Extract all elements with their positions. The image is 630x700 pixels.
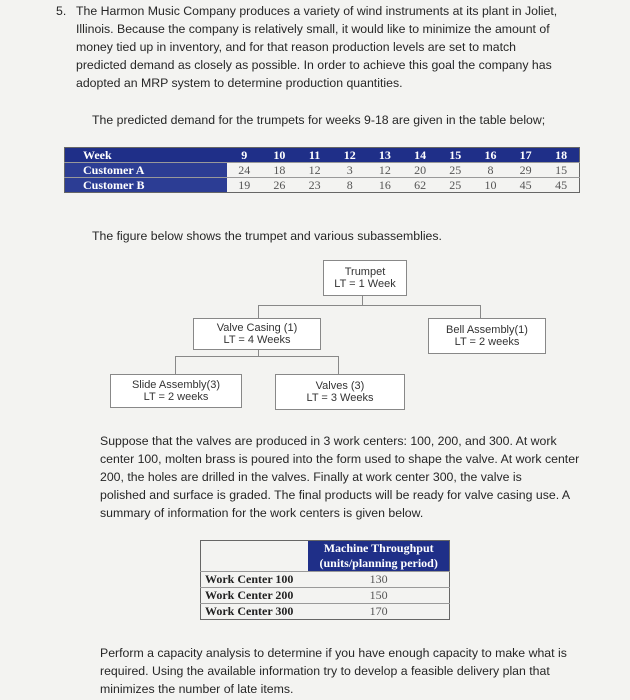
- wc-value: 170: [308, 604, 449, 620]
- figure-intro: The figure below shows the trumpet and various subassemblies.: [92, 229, 442, 243]
- trumpet-name: Trumpet: [344, 266, 386, 278]
- work-center-table: [200, 540, 450, 620]
- week-cell: 9: [227, 148, 262, 163]
- task-line: minimizes the number of late items.: [100, 682, 294, 696]
- wc-header-line1: Machine Throughput: [323, 541, 434, 555]
- demand-cell: 45: [508, 178, 543, 193]
- demand-cell: 26: [262, 178, 297, 193]
- bom-connector: [175, 356, 339, 357]
- wc-value: 150: [308, 588, 449, 604]
- demand-cell: 29: [508, 163, 543, 178]
- week-cell: 13: [367, 148, 402, 163]
- demand-table: [64, 147, 580, 193]
- slide-assembly-name: Slide Assembly(3): [131, 379, 221, 391]
- valves-line: Suppose that the valves are produced in 3 work centers: 100, 200, and 300. At work: [100, 434, 557, 448]
- week-cell: 14: [403, 148, 438, 163]
- trumpet-box: [323, 260, 407, 296]
- demand-cell: 12: [367, 163, 402, 178]
- demand-cell: 24: [227, 163, 262, 178]
- valves-line: polished and surface is graded. The final products will be ready for valve casing use. A: [100, 488, 571, 502]
- wc-name: Work Center 100: [201, 572, 309, 588]
- slide-assembly-lt: LT = 2 weeks: [143, 391, 209, 403]
- demand-header-row: [65, 148, 580, 163]
- demand-cell: 15: [543, 163, 579, 178]
- demand-cell: 23: [297, 178, 332, 193]
- wc-row: [201, 572, 450, 588]
- customer-label: Customer B: [65, 178, 227, 193]
- intro-line: money tied up in inventory, and for that reason production levels are set to match: [76, 40, 516, 54]
- task-line: required. Using the available information try to develop a feasible delivery plan that: [100, 664, 550, 678]
- wc-row: [201, 604, 450, 620]
- valves-lt: LT = 3 Weeks: [306, 392, 374, 404]
- week-cell: 10: [262, 148, 297, 163]
- intro-paragraph: [76, 2, 557, 92]
- valves-line: 200, the holes are drilled in the valves. Finally at work center 300, the valve is: [100, 470, 522, 484]
- week-cell: 18: [543, 148, 579, 163]
- week-cell: 17: [508, 148, 543, 163]
- wc-name: Work Center 200: [201, 588, 309, 604]
- intro-line: predicted demand as closely as possible. In order to achieve this goal the company has: [76, 58, 552, 72]
- bom-connector: [258, 305, 481, 306]
- bell-assembly-name: Bell Assembly(1): [446, 324, 528, 336]
- week-cell: 11: [297, 148, 332, 163]
- demand-cell: 18: [262, 163, 297, 178]
- demand-cell: 25: [438, 163, 473, 178]
- bom-connector: [258, 305, 259, 319]
- valve-casing-box: [193, 318, 321, 350]
- wc-row: [201, 588, 450, 604]
- task-paragraph: [100, 644, 567, 698]
- valves-paragraph: [100, 432, 579, 522]
- valves-box: [275, 374, 405, 410]
- wc-header-blank: [201, 541, 309, 572]
- customer-b-row: [65, 178, 580, 193]
- week-cell: 15: [438, 148, 473, 163]
- wc-header: [308, 541, 449, 572]
- customer-label: Customer A: [65, 163, 227, 178]
- week-cell: 12: [332, 148, 367, 163]
- valves-line: summary of information for the work centers is given below.: [100, 506, 424, 520]
- week-header: Week: [65, 148, 227, 163]
- demand-cell: 25: [438, 178, 473, 193]
- valve-casing-lt: LT = 4 Weeks: [223, 334, 291, 346]
- demand-cell: 8: [473, 163, 508, 178]
- intro-line: The Harmon Music Company produces a variety of wind instruments at its plant in Joliet,: [76, 4, 558, 18]
- intro-line: Illinois. Because the company is relatively small, it would like to minimize the amount of: [76, 22, 550, 36]
- wc-name: Work Center 300: [201, 604, 309, 620]
- demand-cell: 3: [332, 163, 367, 178]
- wc-header-row: [201, 541, 450, 572]
- bom-connector: [480, 305, 481, 319]
- demand-cell: 16: [367, 178, 402, 193]
- wc-header-line2: (units/planning period): [319, 556, 438, 570]
- wc-value: 130: [308, 572, 449, 588]
- problem-number: 5.: [56, 4, 67, 18]
- demand-cell: 19: [227, 178, 262, 193]
- valve-casing-name: Valve Casing (1): [216, 322, 298, 334]
- demand-cell: 10: [473, 178, 508, 193]
- bom-connector: [175, 356, 176, 375]
- demand-intro: The predicted demand for the trumpets for weeks 9-18 are given in the table below;: [92, 113, 546, 127]
- trumpet-lt: LT = 1 Week: [334, 278, 396, 290]
- bom-connector: [338, 356, 339, 375]
- intro-line: adopted an MRP system to determine production quantities.: [76, 76, 403, 90]
- valves-line: center 100, molten brass is poured into the form used to shape the valve. At work center: [100, 452, 580, 466]
- bell-assembly-lt: LT = 2 weeks: [454, 336, 520, 348]
- valves-name: Valves (3): [315, 380, 365, 392]
- demand-cell: 45: [543, 178, 579, 193]
- demand-cell: 12: [297, 163, 332, 178]
- demand-cell: 20: [403, 163, 438, 178]
- slide-assembly-box: [110, 374, 242, 408]
- customer-a-row: [65, 163, 580, 178]
- week-cell: 16: [473, 148, 508, 163]
- demand-cell: 62: [403, 178, 438, 193]
- bell-assembly-box: [428, 318, 546, 354]
- task-line: Perform a capacity analysis to determine if you have enough capacity to make what is: [100, 646, 567, 660]
- demand-cell: 8: [332, 178, 367, 193]
